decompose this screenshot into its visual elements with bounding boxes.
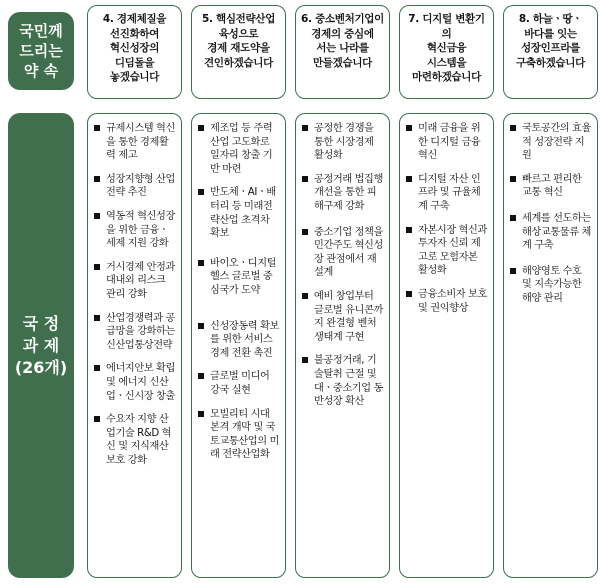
- task-list: [87, 113, 182, 578]
- column-header: [191, 5, 286, 99]
- tasks-label-line: 과 제: [22, 335, 60, 355]
- task-list: [191, 113, 286, 578]
- task-item: 불공정거래, 기술탈취 근절 및 대ㆍ중소기업 동반성장 확산: [302, 354, 385, 408]
- task-item: 해양영토 수호 및 지속가능한 해양 관리: [510, 265, 593, 306]
- column-header-line: 디딤돌을: [114, 56, 155, 69]
- column-header-line: 혁신금융: [426, 42, 467, 54]
- task-list: [503, 113, 598, 578]
- task-item: 신성장동력 확보를 위한 서비스 경제 전환 촉진: [198, 320, 281, 361]
- tasks-label-line: (26개): [14, 357, 68, 377]
- task-item: 반도체ㆍAIㆍ배터리 등 미래전략산업 초격차 확보: [198, 186, 281, 240]
- task-item: 글로벌 미디어 강국 실현: [198, 370, 281, 397]
- task-item: 공정한 경쟁을 통한 시장경제 활성화: [302, 122, 385, 163]
- task-item: 거시경제 안정과 대내외 리스크 관리 강화: [94, 261, 177, 302]
- column-header-line: 선진화하여: [109, 27, 160, 40]
- task-item: 수요자 지향 산업기술 R&D 혁신 및 지식재산 보호 강화: [94, 413, 177, 467]
- column-header-line: 바다를 잇는: [524, 27, 577, 40]
- task-item: 산업경쟁력과 공급망을 강화하는 신산업통상전략: [94, 312, 177, 353]
- task-item: 자본시장 혁신과 투자자 신뢰 제고로 모험자본 활성화: [406, 224, 489, 278]
- promise-label-line: 국민께: [19, 22, 63, 40]
- promise-label-line: 약 속: [23, 62, 59, 80]
- column-header-line: 만들겠습니다: [312, 56, 373, 69]
- task-item: 예비 창업부터 글로벌 유니콘까지 완결형 벤처생태계 구현: [302, 290, 385, 344]
- task-item: 미래 금융을 위한 디지털 금융혁신: [406, 122, 489, 163]
- tasks-label-box: [8, 113, 74, 578]
- column-header-line: 4. 경제체질을: [102, 13, 167, 25]
- column-header-line: 놓겠습니다: [109, 71, 160, 83]
- column-header-line: 7. 디지털 변환기의: [408, 13, 485, 40]
- column-header-line: 시스템을: [426, 56, 467, 69]
- column-header-line: 구축하겠습니다: [516, 56, 585, 69]
- column-header-line: 성장인프라를: [520, 42, 581, 54]
- promise-label-line: 드리는: [19, 42, 63, 60]
- task-item: 빠르고 편리한 교통 혁신: [510, 173, 593, 200]
- task-item: 규제시스템 혁신을 통한 경제활력 제고: [94, 122, 177, 163]
- task-item: 공정거래 법집행 개선을 통한 피해구제 강화: [302, 173, 385, 214]
- task-item: 중소기업 정책을 민간주도 혁신성장 관점에서 재설계: [302, 226, 385, 280]
- task-item: 세계를 선도하는 해상교통물류 체계 구축: [510, 212, 593, 253]
- column-header-line: 마련하겠습니다: [412, 71, 481, 83]
- column-header-line: 경제 재도약을: [207, 42, 270, 54]
- task-item: 모빌리티 시대 본격 개막 및 국토교통산업의 미래 전략산업화: [198, 408, 281, 462]
- task-item: 국토공간의 효율적 성장전략 지원: [510, 122, 593, 163]
- task-item: 바이오ㆍ디지털 헬스 글로벌 중심국가 도약: [198, 257, 281, 298]
- column-header-line: 8. 하늘ㆍ땅ㆍ: [518, 13, 583, 25]
- tasks-label-line: 국 정: [22, 313, 60, 333]
- task-list: [295, 113, 390, 578]
- task-item: 제조업 등 주력산업 고도화로 일자리 창출 기반 마련: [198, 122, 281, 176]
- promise-label-box: [8, 12, 74, 90]
- column-header-line: 경제의 중심에: [311, 27, 374, 40]
- task-item: 금융소비자 보호 및 권익향상: [406, 288, 489, 315]
- column-header: [399, 5, 494, 99]
- column-header-line: 견인하겠습니다: [204, 56, 273, 69]
- task-item: 성장지향형 산업전략 추진: [94, 173, 177, 200]
- task-item: 역동적 혁신성장을 위한 금융ㆍ세제 지원 강화: [94, 210, 177, 251]
- column-header: [87, 5, 182, 99]
- column-header-line: 5. 핵심전략산업: [201, 13, 276, 25]
- column-header: [295, 5, 390, 99]
- column-header-line: 혁신성장의: [109, 42, 160, 54]
- column-header-line: 서는 나라를: [316, 42, 369, 54]
- column-header: [503, 5, 598, 99]
- task-item: 에너지안보 확립 및 에너지 신산업ㆍ신시장 창출: [94, 362, 177, 403]
- task-list: [399, 113, 494, 578]
- task-item: 디지털 자산 인프라 및 규율체계 구축: [406, 173, 489, 214]
- column-header-line: 육성으로: [218, 27, 259, 40]
- column-header-line: 6. 중소벤처기업이: [301, 13, 384, 25]
